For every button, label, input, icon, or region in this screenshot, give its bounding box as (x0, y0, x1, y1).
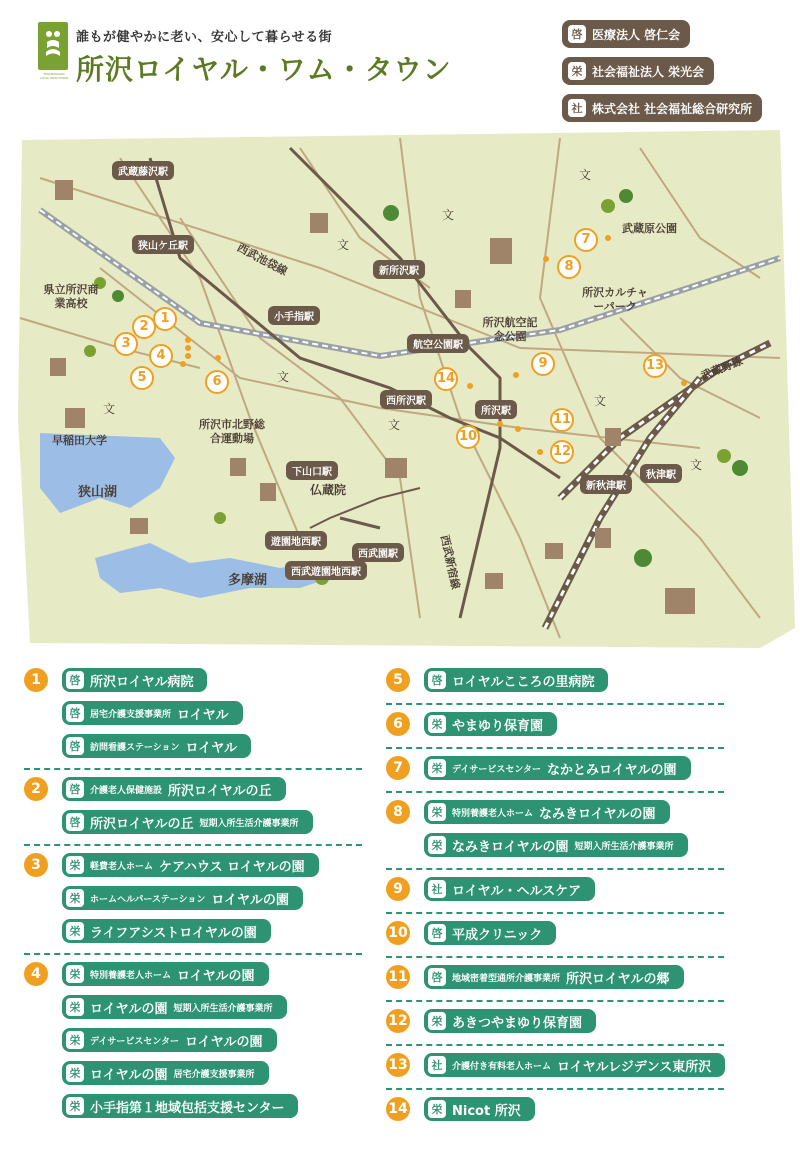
item-number: 2 (24, 777, 48, 801)
map-marker: 11 (550, 408, 574, 432)
facility-pill[interactable] (62, 668, 207, 692)
station-label: 遊園地西駅 (265, 531, 327, 550)
group-divider (24, 844, 362, 846)
school-icon: 文 (690, 458, 703, 472)
place-label: 仏蔵院 (310, 483, 347, 497)
map-marker: 7 (574, 228, 598, 252)
facility-name: ロイヤルの園 (211, 892, 289, 908)
map-marker: 8 (557, 255, 581, 279)
group-divider (386, 956, 724, 958)
facility-type-icon: 栄 (428, 836, 446, 854)
facility-category: 介護付き有料老人ホーム (452, 1061, 552, 1072)
facility-name: なみきロイヤルの園 (452, 839, 569, 855)
item-number: 11 (386, 965, 410, 989)
group-divider (24, 953, 362, 955)
item-number: 10 (386, 921, 410, 945)
facility-pill[interactable] (424, 965, 684, 989)
facility-name: ロイヤル (177, 707, 229, 723)
facility-pill[interactable] (424, 921, 556, 945)
rail-line-label: 西武新宿線 (437, 533, 463, 591)
place-label: 早稲田大学 (52, 434, 107, 447)
item-number: 14 (386, 1097, 410, 1121)
map-marker: 13 (643, 354, 667, 378)
org-icon: 社 (568, 99, 586, 117)
facility-pill[interactable] (62, 777, 286, 801)
facility-pill[interactable] (424, 1053, 725, 1077)
facility-category: 特別養護老人ホーム (90, 970, 172, 981)
map-marker: 5 (130, 366, 154, 390)
facility-type-icon: 栄 (66, 856, 84, 874)
group-divider (386, 1088, 724, 1090)
facility-type-icon: 啓 (66, 704, 84, 722)
facility-name: あきつやまゆり保育園 (452, 1015, 583, 1031)
facility-pill[interactable] (424, 1009, 596, 1033)
facility-name: ロイヤルの園 (177, 968, 255, 984)
school-icon: 文 (388, 418, 401, 432)
facility-pill[interactable] (424, 877, 595, 901)
school-icon: 文 (594, 394, 607, 408)
facility-type-icon: 啓 (66, 671, 84, 689)
station-label: 武蔵藤沢駅 (112, 161, 174, 180)
facility-type-icon: 栄 (66, 1031, 84, 1049)
station-label: 西所沢駅 (380, 390, 432, 409)
facility-pill[interactable] (62, 810, 313, 834)
school-icon: 文 (442, 208, 455, 222)
area-map (0, 118, 800, 658)
rail-line-label: 武蔵野線 (698, 354, 745, 383)
facility-name: やまゆり保育園 (452, 718, 544, 734)
school-icon: 文 (103, 402, 116, 416)
facility-category: 居宅介護支援事業所 (90, 709, 172, 720)
map-marker: 3 (114, 332, 138, 356)
item-number: 6 (386, 712, 410, 736)
facility-name: ロイヤル・ヘルスケア (452, 883, 582, 899)
map-marker: 4 (149, 344, 173, 368)
place-label: 所沢市北野総合運動場 (199, 418, 265, 445)
facility-type-icon: 栄 (428, 1100, 446, 1118)
facility-pill[interactable] (62, 1061, 269, 1085)
facility-name: ロイヤルの園 (90, 1067, 168, 1083)
facility-category: 介護老人保健施設 (90, 785, 163, 796)
facility-pill[interactable] (62, 962, 269, 986)
school-icon: 文 (337, 238, 350, 252)
school-icon: 文 (277, 370, 290, 384)
item-number: 3 (24, 853, 48, 877)
facility-category: 訪問看護ステーション (90, 742, 180, 753)
facility-pill[interactable] (424, 833, 688, 857)
facility-type-icon: 栄 (66, 965, 84, 983)
map-marker: 6 (205, 370, 229, 394)
facility-type-icon: 栄 (428, 759, 446, 777)
facility-name: 平成クリニック (452, 927, 543, 943)
facility-type-icon: 啓 (66, 780, 84, 798)
org-icon: 栄 (568, 62, 586, 80)
org-icon: 啓 (568, 25, 586, 43)
station-label: 航空公園駅 (407, 334, 469, 353)
facility-type-icon: 栄 (66, 998, 84, 1016)
map-marker: 1 (153, 307, 177, 331)
group-divider (24, 768, 362, 770)
facility-type-icon: 栄 (428, 715, 446, 733)
facility-name: 所沢ロイヤルの丘 (168, 783, 272, 799)
place-label: 武蔵原公園 (622, 222, 677, 235)
facility-name: なかとみロイヤルの園 (547, 762, 677, 778)
facility-pill[interactable] (424, 800, 670, 824)
lake-label: 狭山湖 (78, 485, 118, 500)
group-divider (386, 1044, 724, 1046)
place-label: 県立所沢商業高校 (43, 283, 99, 310)
facility-type-icon: 社 (428, 1056, 446, 1074)
facility-name: なみきロイヤルの園 (539, 806, 656, 822)
item-number: 4 (24, 962, 48, 986)
org-name: 株式会社 社会福祉総合研究所 (592, 101, 753, 116)
facility-subcategory: 短期入所生活介護事業所 (173, 1003, 273, 1014)
facility-type-icon: 啓 (66, 737, 84, 755)
school-icon: 文 (579, 168, 592, 182)
facility-name: 所沢ロイヤルの郷 (566, 971, 670, 987)
facility-name: ロイヤルの園 (185, 1034, 263, 1050)
facility-type-icon: 栄 (428, 803, 446, 821)
map-marker: 9 (531, 352, 555, 376)
item-number: 13 (386, 1053, 410, 1077)
org-badge (562, 57, 714, 85)
group-divider (386, 703, 724, 705)
logo-text: TOKOROZAWA LOYAL WAM TOWN (40, 72, 68, 80)
group-divider (386, 791, 724, 793)
facility-pill[interactable] (62, 1028, 277, 1052)
facility-pill[interactable] (62, 701, 243, 725)
facility-category: 地域密着型通所介護事業所 (452, 973, 561, 984)
station-label: 狭山ケ丘駅 (132, 235, 194, 254)
item-number: 1 (24, 668, 48, 692)
facility-category: ホームヘルパーステーション (90, 894, 206, 905)
facility-name: Nicot 所沢 (452, 1103, 521, 1119)
item-number: 7 (386, 756, 410, 780)
facility-name: ライフアシストロイヤルの園 (90, 925, 257, 941)
facility-subcategory: 短期入所生活介護事業所 (199, 818, 299, 829)
facility-type-icon: 啓 (428, 671, 446, 689)
rail-line-label: 西武池袋線 (234, 240, 290, 279)
station-label: 下山口駅 (286, 461, 338, 480)
map-marker: 12 (550, 440, 574, 464)
facility-type-icon: 栄 (66, 1097, 84, 1115)
org-name: 社会福祉法人 栄光会 (592, 64, 705, 79)
facility-type-icon: 啓 (428, 968, 446, 986)
group-divider (386, 747, 724, 749)
facility-pill[interactable] (424, 668, 608, 692)
station-label: 秋津駅 (640, 464, 682, 483)
facility-type-icon: 栄 (66, 889, 84, 907)
facility-name: 所沢ロイヤルの丘 (90, 816, 194, 832)
facility-type-icon: 栄 (428, 1012, 446, 1030)
facility-subcategory: 短期入所生活介護事業所 (574, 841, 674, 852)
facility-type-icon: 栄 (66, 922, 84, 940)
place-label: 所沢カルチャーパーク (582, 286, 648, 313)
station-label: 西武園駅 (352, 543, 404, 562)
map-canvas (0, 118, 800, 658)
facility-subcategory: 居宅介護支援事業所 (173, 1069, 255, 1080)
facility-type-icon: 栄 (66, 1064, 84, 1082)
facility-name: ロイヤルレジデンス東所沢 (557, 1059, 712, 1075)
station-label: 所沢駅 (475, 400, 517, 419)
org-badge (562, 20, 690, 48)
facility-pill[interactable] (424, 756, 691, 780)
facility-category: デイサービスセンター (452, 764, 542, 775)
item-number: 8 (386, 800, 410, 824)
facility-pill[interactable] (62, 995, 287, 1019)
station-label: 西武遊園地西駅 (285, 561, 367, 580)
facility-pill[interactable] (62, 919, 271, 943)
map-marker: 2 (132, 315, 156, 339)
facility-pill[interactable] (62, 734, 251, 758)
item-number: 12 (386, 1009, 410, 1033)
map-marker: 10 (456, 425, 480, 449)
place-label: 所沢航空記念公園 (482, 316, 538, 343)
facility-name: 所沢ロイヤル病院 (90, 674, 194, 690)
station-label: 新所沢駅 (373, 260, 425, 279)
facility-name: ケアハウス ロイヤルの園 (159, 859, 305, 875)
facility-type-icon: 啓 (66, 813, 84, 831)
facility-pill[interactable] (62, 853, 319, 877)
facility-type-icon: 社 (428, 880, 446, 898)
facility-name: ロイヤルの園 (90, 1001, 168, 1017)
station-label: 新秋津駅 (580, 475, 632, 494)
facility-name: 小手指第１地域包括支援センター (90, 1100, 285, 1116)
map-marker: 14 (434, 367, 458, 391)
item-number: 5 (386, 668, 410, 692)
org-name: 医療法人 啓仁会 (592, 27, 681, 42)
item-number: 9 (386, 877, 410, 901)
facility-category: デイサービスセンター (90, 1036, 180, 1047)
lake-label: 多摩湖 (228, 573, 268, 588)
header (0, 0, 800, 130)
facility-name: ロイヤル (185, 740, 237, 756)
group-divider (386, 912, 724, 914)
station-label: 小手指駅 (268, 306, 320, 325)
group-divider (386, 868, 724, 870)
facility-pill[interactable] (62, 886, 303, 910)
facility-pill[interactable] (424, 1097, 535, 1121)
facility-type-icon: 啓 (428, 924, 446, 942)
facility-pill[interactable] (62, 1094, 298, 1118)
facility-name: ロイヤルこころの里病院 (452, 674, 595, 690)
logo (38, 22, 68, 70)
facility-category: 特別養護老人ホーム (452, 808, 534, 819)
logo-icon (43, 26, 63, 66)
facility-pill[interactable] (424, 712, 557, 736)
page-title: 所沢ロイヤル・ワム・タウン (76, 53, 452, 86)
facility-category: 軽費老人ホーム (90, 861, 154, 872)
tagline: 誰もが健やかに老い、安心して暮らせる街 (76, 30, 333, 45)
group-divider (386, 1000, 724, 1002)
